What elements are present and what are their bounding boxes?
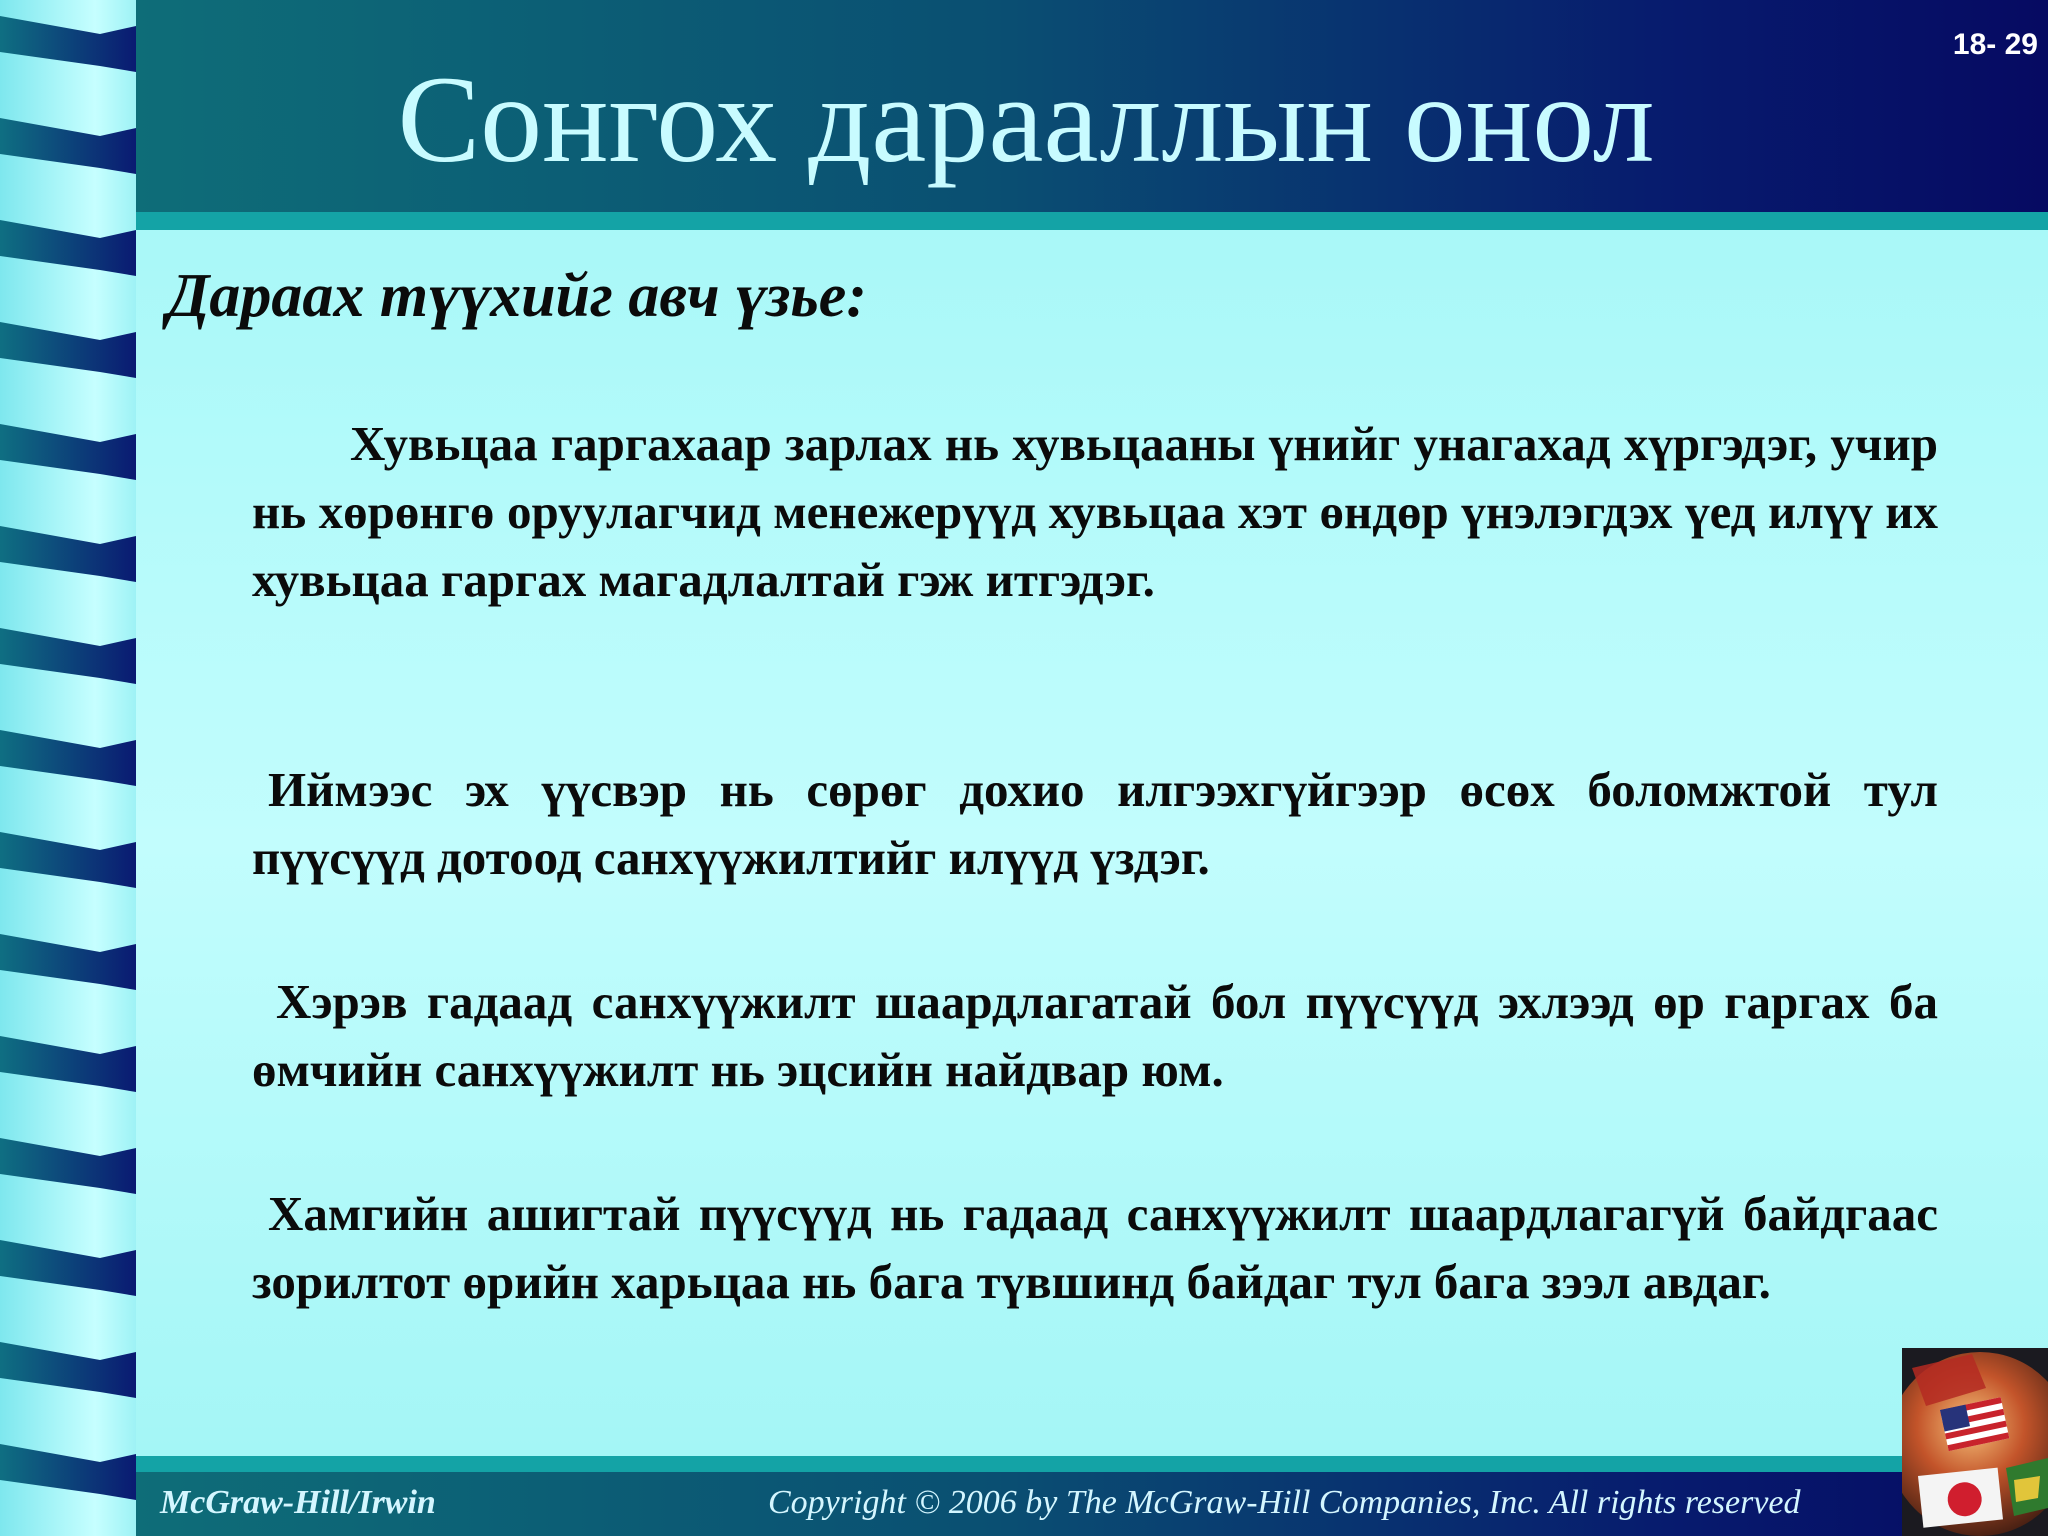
footer-publisher: McGraw-Hill/Irwin xyxy=(160,1484,436,1521)
paragraph-3: Хэрэв гадаад санхүүжилт шаардлагатай бол пүүсүүд эхлээд өр гаргах ба өмчийн санхүүжилт нь эцсийн найдвар юм. xyxy=(252,974,1938,1097)
chevron-stripe-icon xyxy=(0,1138,136,1194)
globe-flags-logo-icon xyxy=(1902,1348,2048,1536)
paragraph-1: Хувьцаа гаргахаар зарлах нь хувьцааны үнийг унагахад хүргэдэг, учир нь хөрөнгө оруулагчид менежерүүд хувьцаа хэт өндөр үнэлэгдэх үед илүү их хувьцаа гаргах магадлалтай гэж итгэдэг. xyxy=(252,416,1938,607)
slide-subtitle: Дараах түүхийг авч үзье: xyxy=(167,262,867,330)
chevron-stripe-icon xyxy=(0,628,136,684)
chevron-stripe-icon xyxy=(0,220,136,276)
footer-copyright: Copyright © 2006 by The McGraw-Hill Companies, Inc. All rights reserved xyxy=(768,1484,1801,1521)
chevron-stripe-icon xyxy=(0,730,136,786)
chevron-stripe-icon xyxy=(0,16,136,72)
chevron-stripe-icon xyxy=(0,934,136,990)
paragraph-4: Хамгийн ашигтай пүүсүүд нь гадаад санхүүжилт шаардлагагүй байдгаас зорилтот өрийн харьцаа нь бага түвшинд байдаг тул бага зээл авдаг. xyxy=(252,1186,1938,1309)
chevron-stripe-icon xyxy=(0,832,136,888)
chevron-stripe-icon xyxy=(0,1444,136,1500)
slide-title: Сонгох дарааллын онол xyxy=(397,51,1655,188)
chevron-stripe-icon xyxy=(0,1240,136,1296)
chevron-stripe-icon xyxy=(0,322,136,378)
chevron-stripe-icon xyxy=(0,526,136,582)
chevron-stripe-icon xyxy=(0,424,136,480)
chevron-stripe-icon xyxy=(0,1342,136,1398)
paragraph-2: Иймээс эх үүсвэр нь сөрөг дохио илгээхгүйгээр өсөх боломжтой тул пүүсүүд дотоод санхүүжилтийг илүүд үздэг. xyxy=(252,762,1938,885)
slide-number: 18- 29 xyxy=(1952,28,2038,61)
header-divider xyxy=(136,212,2048,230)
chevron-stripe-icon xyxy=(0,118,136,174)
footer-divider xyxy=(136,1456,2048,1472)
chevron-stripe-icon xyxy=(0,1036,136,1092)
left-decorative-stripe xyxy=(0,0,136,1536)
